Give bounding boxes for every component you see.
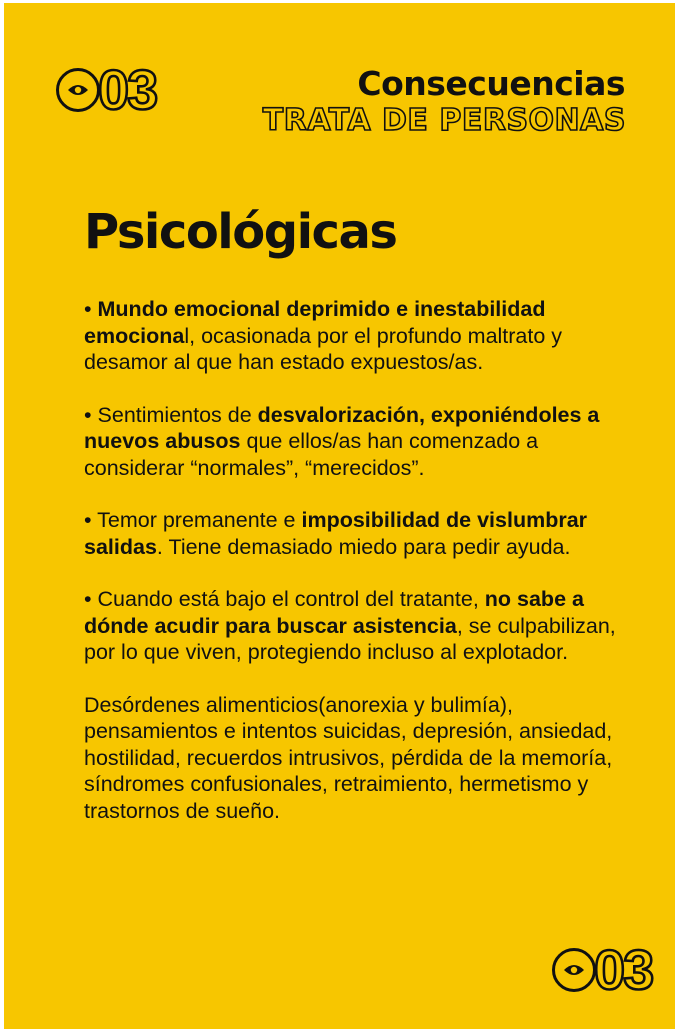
section-number: 03 — [98, 58, 157, 121]
bullet: • — [84, 297, 98, 321]
item-text: que ellos/as han comenzado a considerar “normales”, “merecidos”. — [84, 429, 539, 480]
section-title: Psicológicas — [84, 204, 397, 260]
bullet: • — [84, 508, 98, 532]
item-text: Cuando está bajo el control del tratante, — [97, 587, 485, 611]
consequences-list — [84, 296, 624, 850]
bullet: • — [84, 587, 98, 611]
info-card — [4, 3, 675, 1029]
eye-icon — [552, 948, 596, 992]
list-item — [84, 586, 624, 666]
section-number-badge — [56, 58, 157, 121]
item-text: . Tiene demasiado miedo para pedir ayuda. — [156, 534, 571, 559]
bullet: • — [84, 402, 98, 427]
footer-number-badge — [552, 938, 653, 1001]
item-highlight: Mundo emocional deprimido e inestabilidad emociona — [84, 297, 546, 348]
item-text: l, ocasionada por el profundo maltrato y desamor al que han estado expuestos/as. — [84, 323, 563, 374]
item-text: Sentimientos de — [97, 402, 258, 427]
item-highlight: no sabe a dónde acudir para buscar asistencia — [84, 587, 584, 638]
item-highlight: desvalorización, exponiéndoles a nuevos abusos — [84, 402, 600, 453]
list-item — [84, 507, 624, 560]
list-item — [84, 692, 624, 825]
item-text: Desórdenes alimenticios(anorexia y bulimía), pensamientos e intentos suicidas, depresión, ansiedad, hostilidad, recuerdos intrusivos, pérdida de la memoría, síndromes confusionales, retraimiento, hermetismo y trastornos de sueño. — [84, 692, 613, 823]
header-title: Consecuencias — [357, 64, 625, 103]
item-highlight: imposibilidad de vislumbrar salidas — [84, 508, 588, 559]
header-subtitle: TRATA DE PERSONAS — [262, 103, 626, 138]
eye-icon — [56, 68, 100, 112]
item-text: Temor premanente e — [97, 508, 302, 532]
footer-number: 03 — [594, 938, 653, 1001]
list-item — [84, 296, 624, 376]
list-item — [84, 402, 624, 482]
item-text: , se culpabilizan, por lo que viven, protegiendo incluso al explotador. — [84, 613, 616, 664]
